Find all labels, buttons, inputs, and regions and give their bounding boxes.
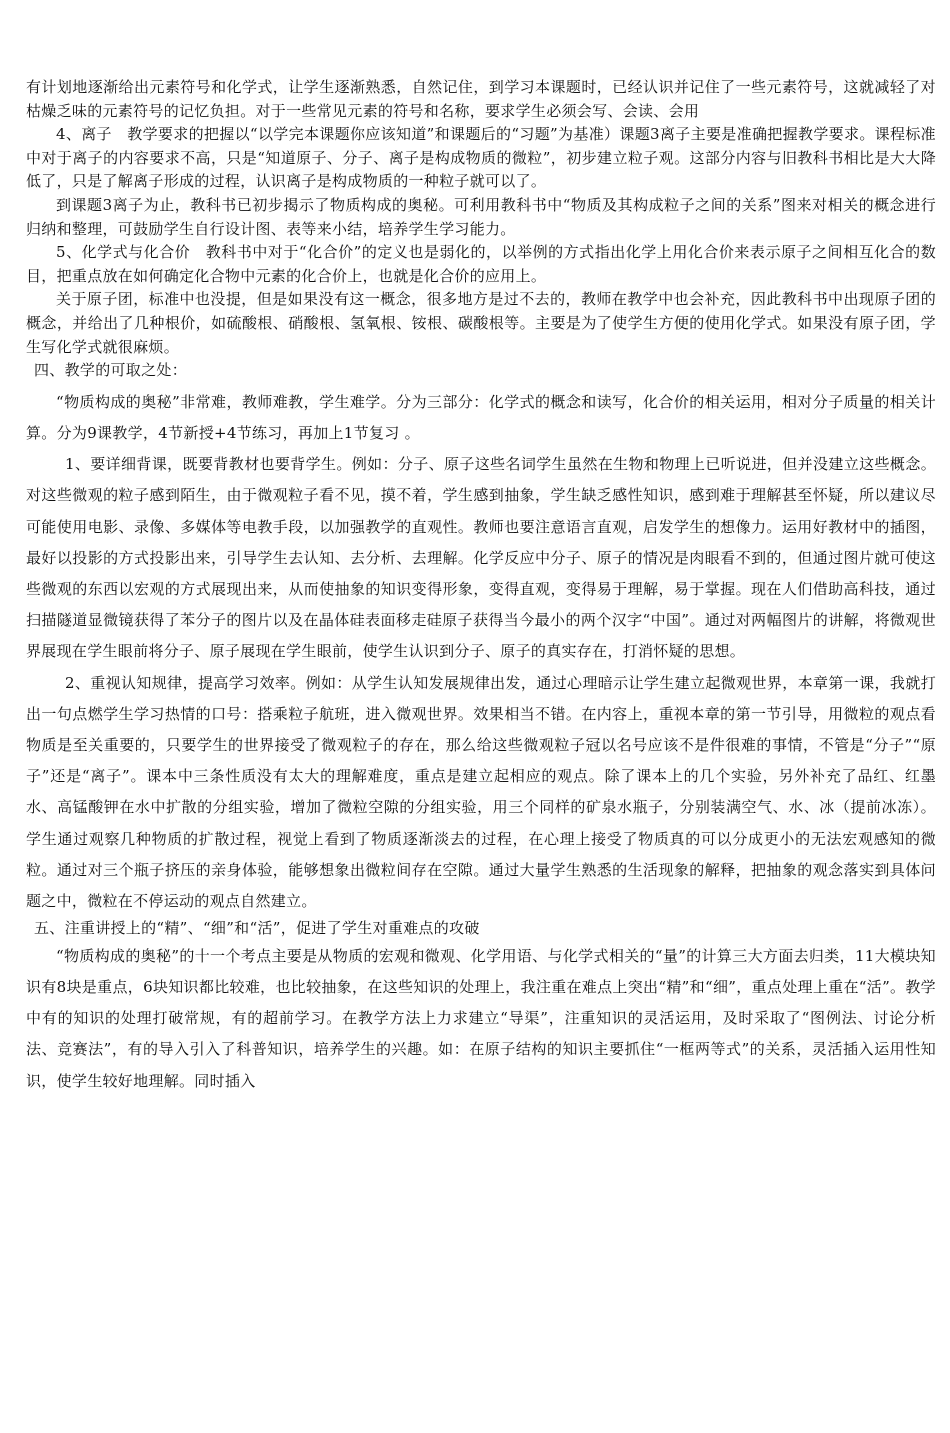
paragraph-overview: “物质构成的奥秘”非常难，教师难教，学生难学。分为三部分：化学式的概念和读写，化合价的相关运用，相对分子质量的相关计算。分为9课教学，4节新授+4节练习，再加上1节复习 。 <box>26 392 936 442</box>
paragraph-teaching-methods: “物质构成的奥秘”的十一个考点主要是从物质的宏观和微观、化学用语、与化学式相关的“量”的计算三大方面去归类，11大模块知识有8块是重点，6块知识都比较难，也比较抽象，在这些知识的处理上，我注重在难点上突出“精”和“细”，重点处理上重在“活”。教学中有的知识的处理打破常规，有的超前学习。在教学方法上力求建立“导渠”，注重知识的灵活运用，及时采取了“图例法、讨论分析法、竞赛法”，有的导入引入了科普知识，培养学生的兴趣。如：在原子结构的知识主要抓住“一框两等式”的关系，灵活插入运用性知识，使学生较好地理解。同时插入 <box>26 946 936 1090</box>
section-heading-5: 五、注重讲授上的“精”、“细”和“活”，促进了学生对重难点的攻破 <box>34 919 480 938</box>
paragraph-continuation: 有计划地逐渐给出元素符号和化学式，让学生逐渐熟悉，自然记住，到学习本课题时，已经认识并记住了一些元素符号，这就减轻了对枯燥乏味的元素符号的记忆负担。对于一些常见元素的符号和名称，要求学生必须会写、会读、会用 <box>26 78 936 120</box>
paragraph-point-2: 2、重视认知规律，提高学习效率。例如：从学生认知发展规律出发，通过心理暗示让学生建立起微观世界，本章第一课，我就打出一句点燃学生学习热情的口号：搭乘粒子航班，进入微观世界。效果相当不错。在内容上，重视本章的第一节引导，用微粒的观点看物质是至关重要的，只要学生的世界接受了微观粒子的存在，那么给这些微观粒子冠以名号应该不是件很难的事情，不管是“分子”“原子”还是“离子”。课本中三条性质没有太大的理解难度，重点是建立起相应的观点。除了课本上的几个实验，另外补充了品红、红墨水、高锰酸钾在水中扩散的分组实验，增加了微粒空隙的分组实验，用三个同样的矿泉水瓶子，分别装满空气、水、冰（提前冰冻）。学生通过观察几种物质的扩散过程，视觉上看到了物质逐渐淡去的过程，在心理上接受了物质真的可以分成更小的无法宏观感知的微粒。通过对三个瓶子挤压的亲身体验，能够想象出微粒间存在空隙。通过大量学生熟悉的生活现象的解释，把抽象的观念落实到具体问题之中，微粒在不停运动的观点自然建立。 <box>26 673 936 910</box>
paragraph-point-1: 1、要详细背课，既要背教材也要背学生。例如：分子、原子这些名词学生虽然在生物和物理上已听说进，但并没建立这些概念。对这些微观的粒子感到陌生，由于微观粒子看不见，摸不着，学生感到抽象，学生缺乏感性知识，感到难于理解甚至怀疑，所以建议尽可能使用电影、录像、多媒体等电教手段，以加强教学的直观性。教师也要注意语言直观，启发学生的想像力。运用好教材中的插图，最好以投影的方式投影出来，引导学生去认知、去分析、去理解。化学反应中分子、原子的情况是肉眼看不到的，但通过图片就可使这些微观的东西以宏观的方式展现出来，从而使抽象的知识变得形象，变得直观，变得易于理解，易于掌握。现在人们借助高科技，通过扫描隧道显微镜获得了苯分子的图片以及在晶体硅表面移走硅原子获得当今最小的两个汉字“中国”。通过对两幅图片的讲解，将微观世界展现在学生眼前将分子、原子展现在学生眼前，使学生认识到分子、原子的真实存在，打消怀疑的思想。 <box>26 455 936 661</box>
document-page <box>26 76 936 1097</box>
paragraph-formula-valence: 5、化学式与化合价 教科书中对于“化合价”的定义也是弱化的，以举例的方式指出化学上用化合价来表示原子之间相互化合的数目，把重点放在如何确定化合物中元素的化合价上，也就是化合价的应用上。 <box>26 243 936 285</box>
paragraph-lesson3-summary: 到课题3离子为止，教科书已初步揭示了物质构成的奥秘。可利用教科书中“物质及其构成粒子之间的关系”图来对相关的概念进行归纳和整理，可鼓励学生自行设计图、表等来小结，培养学生学习能力。 <box>26 195 936 238</box>
paragraph-ions: 4、离子 教学要求的把握以“以学完本课题你应该知道”和课题后的“习题”为基准）课题3离子主要是准确把握教学要求。课程标准中对于离子的内容要求不高，只是“知道原子、分子、离子是构成物质的微粒”，初步建立粒子观。这部分内容与旧教科书相比是大大降低了，只是了解离子形成的过程，认识离子是构成物质的一种粒子就可以了。 <box>26 125 936 191</box>
section-heading-4: 四、教学的可取之处： <box>34 361 188 380</box>
paragraph-atomic-group: 关于原子团，标准中也没提，但是如果没有这一概念，很多地方是过不去的，教师在教学中也会补充，因此教科书中出现原子团的概念，并给出了几种根价，如硫酸根、硝酸根、氢氧根、铵根、碳酸根等。主要是为了使学生方便的使用化学式。如果没有原子团，学生写化学式就很麻烦。 <box>26 290 936 356</box>
